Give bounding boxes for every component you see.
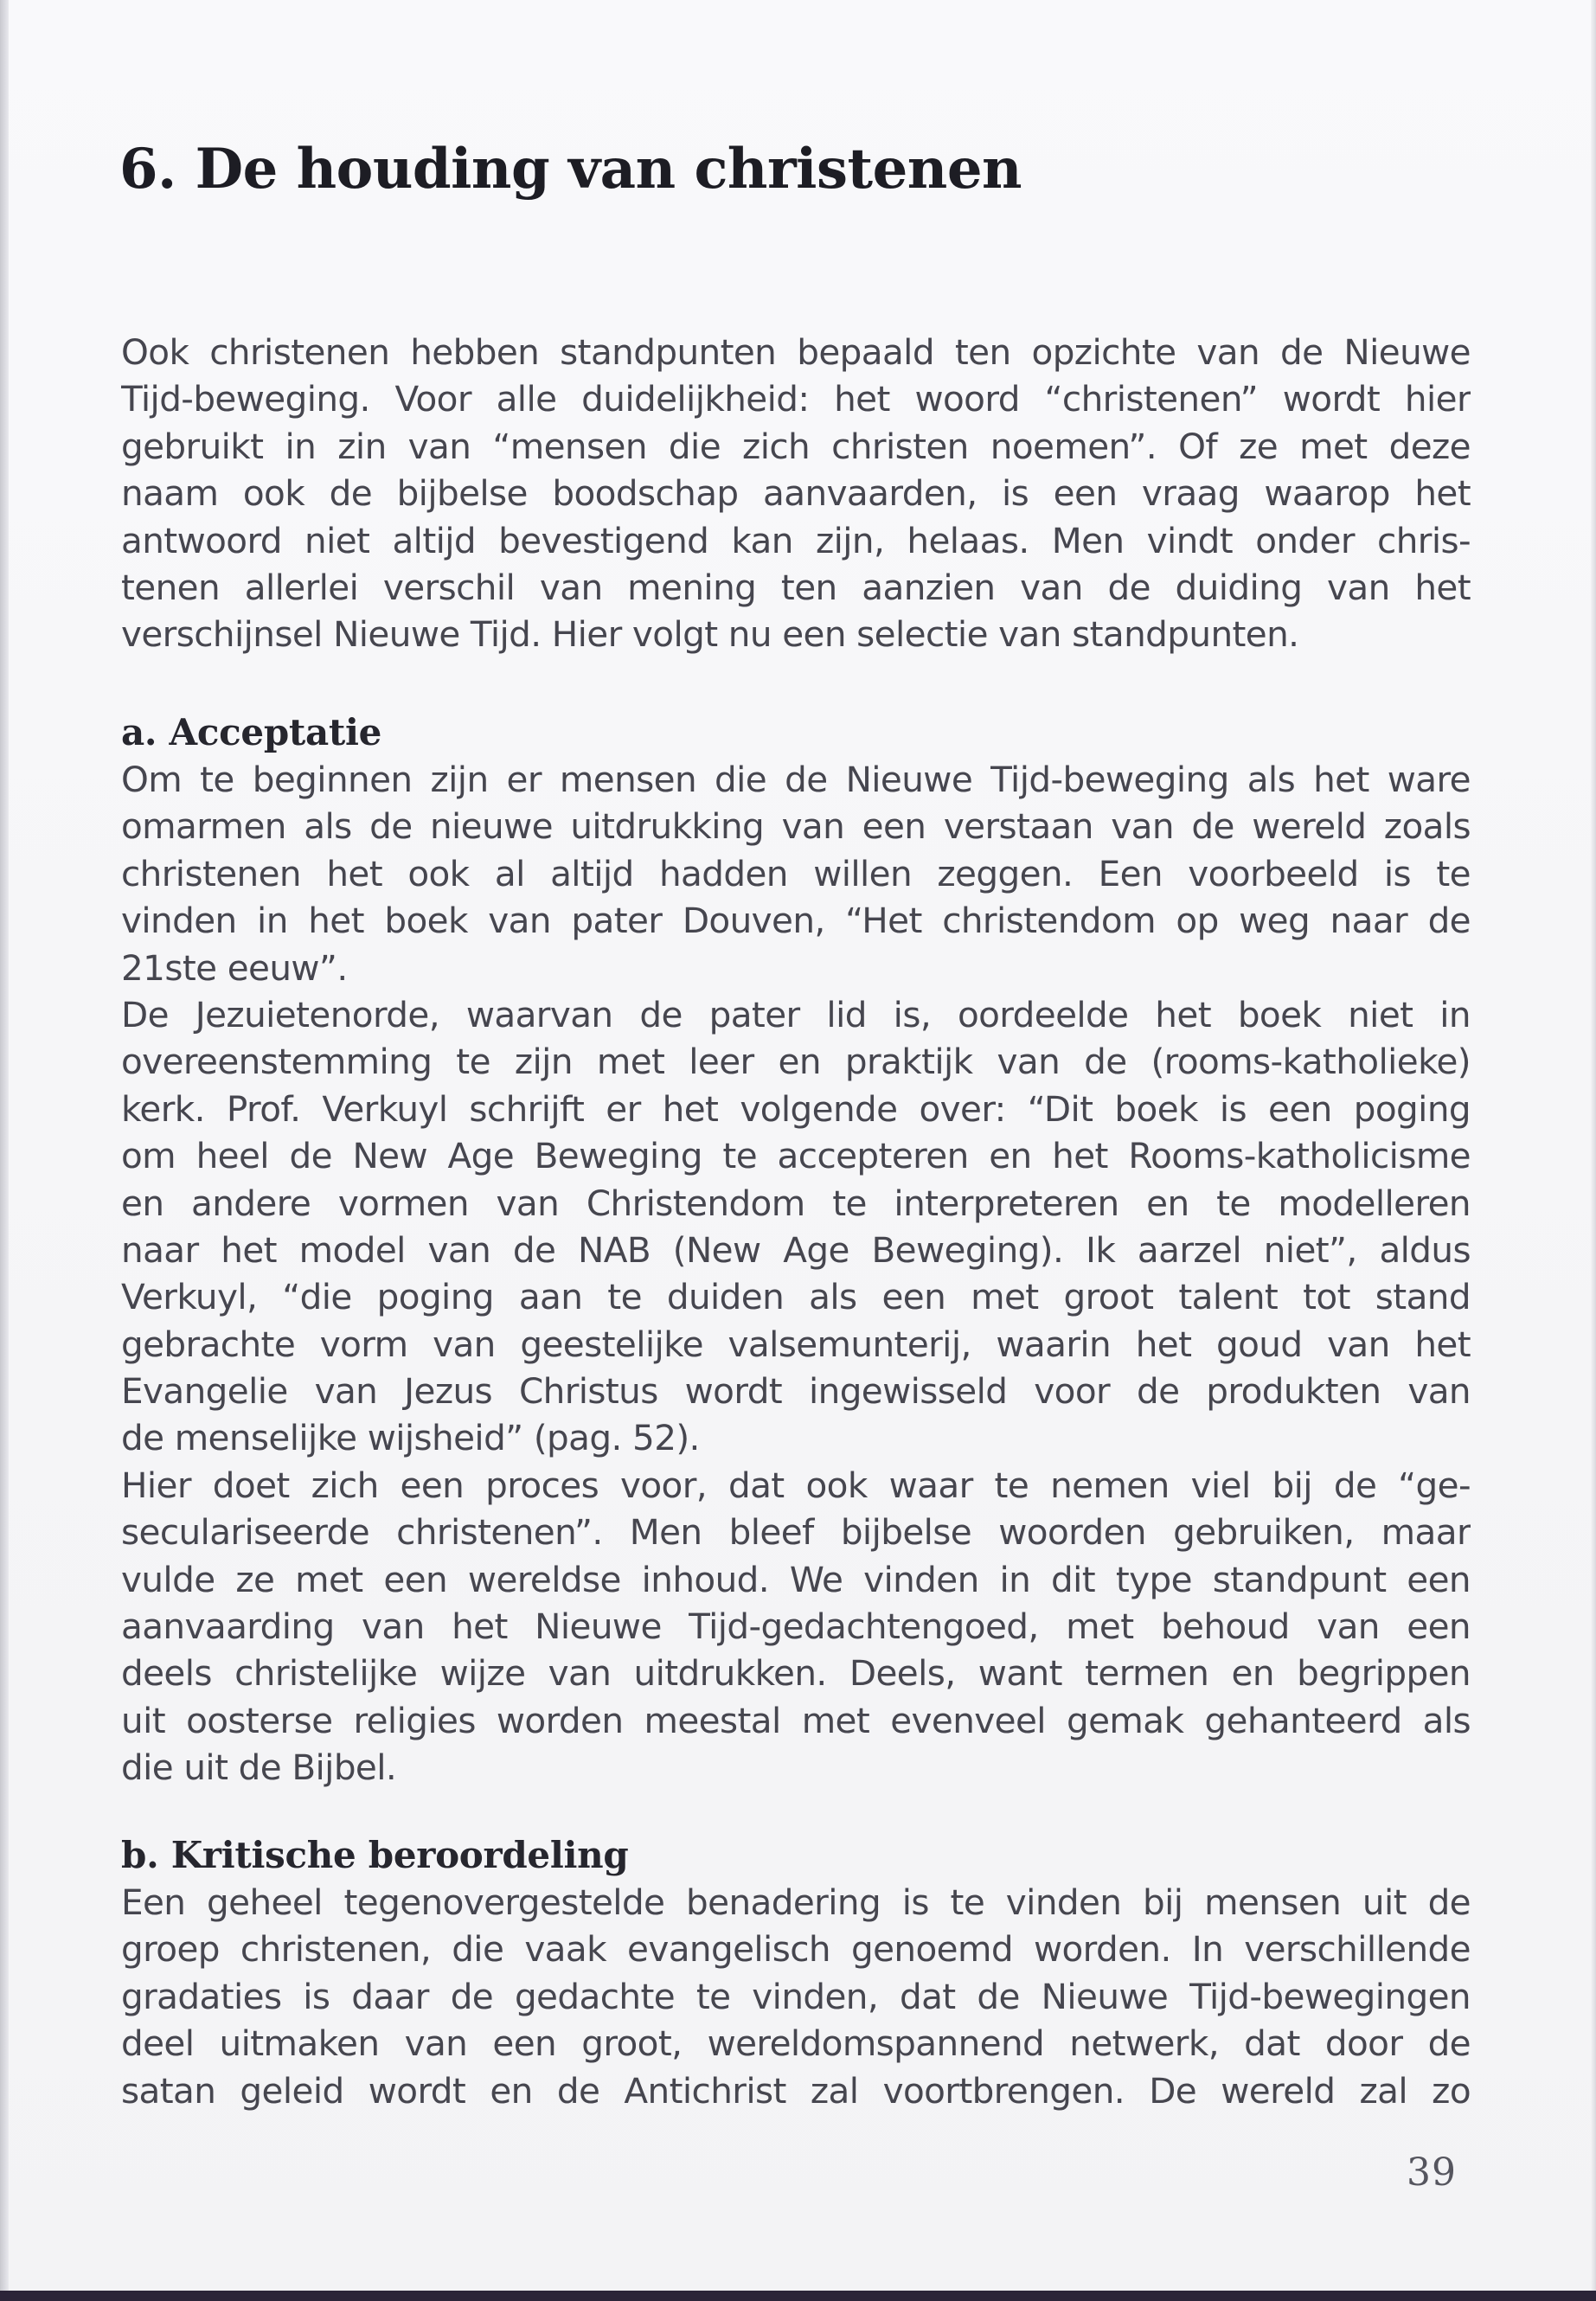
text-line: Ook christenen hebben standpunten bepaald ten opzichte van de Nieuwe [121,331,1471,373]
text-line: om heel de New Age Beweging te accepteren en het Rooms-katholicisme [121,1135,1471,1177]
page-spine-edge [0,0,9,2301]
text-line: vinden in het boek van pater Douven, “Het christendom op weg naar de [121,900,1471,942]
text-line: satan geleid wordt en de Antichrist zal voortbrengen. De wereld zal zo [121,2069,1471,2112]
page-right-edge [1591,0,1596,2301]
page-bottom-edge [0,2291,1596,2301]
text-line: omarmen als de nieuwe uitdrukking van een verstaan van de wereld zoals [121,805,1471,848]
intro-paragraph [121,329,1471,658]
text-line: Hier doet zich een proces voor, dat ook waar te nemen viel bij de “ge- [121,1464,1471,1506]
text-line: uit oosterse religies worden meestal met evenveel gemak gehanteerd als [121,1699,1471,1741]
chapter-title: 6. De houding van christenen [119,137,1022,202]
text-line: kerk. Prof. Verkuyl schrijft er het volgende over: “Dit boek is een poging [121,1087,1471,1130]
text-line: gebrachte vorm van geestelijke valsemunterij, waarin het goud van het [121,1323,1471,1365]
text-line: Om te beginnen zijn er mensen die de Nieuwe Tijd-beweging als het ware [121,759,1471,800]
text-line: die uit de Bijbel. [121,1747,397,1789]
text-line: naam ook de bijbelse boodschap aanvaarden, is een vraag waarop het [121,472,1471,515]
text-line: vulde ze met een wereldse inhoud. We vinden in dit type standpunt een [121,1558,1471,1600]
text-line: aanvaarding van het Nieuwe Tijd-gedachtengoed, met behoud van een [121,1606,1471,1648]
text-line: Tijd-beweging. Voor alle duidelijkheid: het woord “christenen” wordt hier [121,378,1471,420]
text-line: antwoord niet altijd bevestigend kan zijn, helaas. Men vindt onder chris- [121,519,1471,561]
section-acceptatie [121,709,1471,1791]
text-line: deels christelijke wijze van uitdrukken. Deels, want termen en begrippen [121,1652,1471,1695]
text-line: verschijnsel Nieuwe Tijd. Hier volgt nu een selectie van standpunten. [121,613,1299,656]
section-kritische-beroordeling [121,1832,1471,2114]
text-line: seculariseerde christenen”. Men bleef bijbelse woorden gebruiken, maar [121,1511,1471,1554]
text-line: De Jezuietenorde, waarvan de pater lid is, oordeelde het boek niet in [121,993,1471,1035]
text-line: gradaties is daar de gedachte te vinden, dat de Nieuwe Tijd-bewegingen [121,1975,1471,2017]
text-line: Een geheel tegenovergestelde benadering is te vinden bij mensen uit de [121,1881,1471,1923]
page-number: 39 [1407,2150,1457,2195]
text-line: de menselijke wijsheid” (pag. 52). [121,1417,700,1459]
section-heading: b. Kritische beroordeling [121,1834,629,1876]
text-line: groep christenen, die vaak evangelisch genoemd worden. In verschillende [121,1928,1471,1971]
text-line: gebruikt in zin van “mensen die zich christen noemen”. Of ze met deze [121,425,1471,467]
text-line: Verkuyl, “die poging aan te duiden als een met groot talent tot stand [121,1276,1471,1318]
text-line: Evangelie van Jezus Christus wordt ingewisseld voor de produkten van [121,1370,1471,1413]
text-line: overeenstemming te zijn met leer en praktijk van de (rooms-katholieke) [121,1041,1471,1083]
text-line: tenen allerlei verschil van mening ten aanzien van de duiding van het [121,566,1471,608]
text-line: 21ste eeuw”. [121,946,348,989]
text-line: naar het model van de NAB (New Age Beweging). Ik aarzel niet”, aldus [121,1228,1471,1271]
text-line: en andere vormen van Christendom te interpreteren en te modelleren [121,1182,1471,1224]
text-line: christenen het ook al altijd hadden willen zeggen. Een voorbeeld is te [121,852,1471,894]
section-heading: a. Acceptatie [121,711,382,753]
text-line: deel uitmaken van een groot, wereldomspannend netwerk, dat door de [121,2022,1471,2065]
